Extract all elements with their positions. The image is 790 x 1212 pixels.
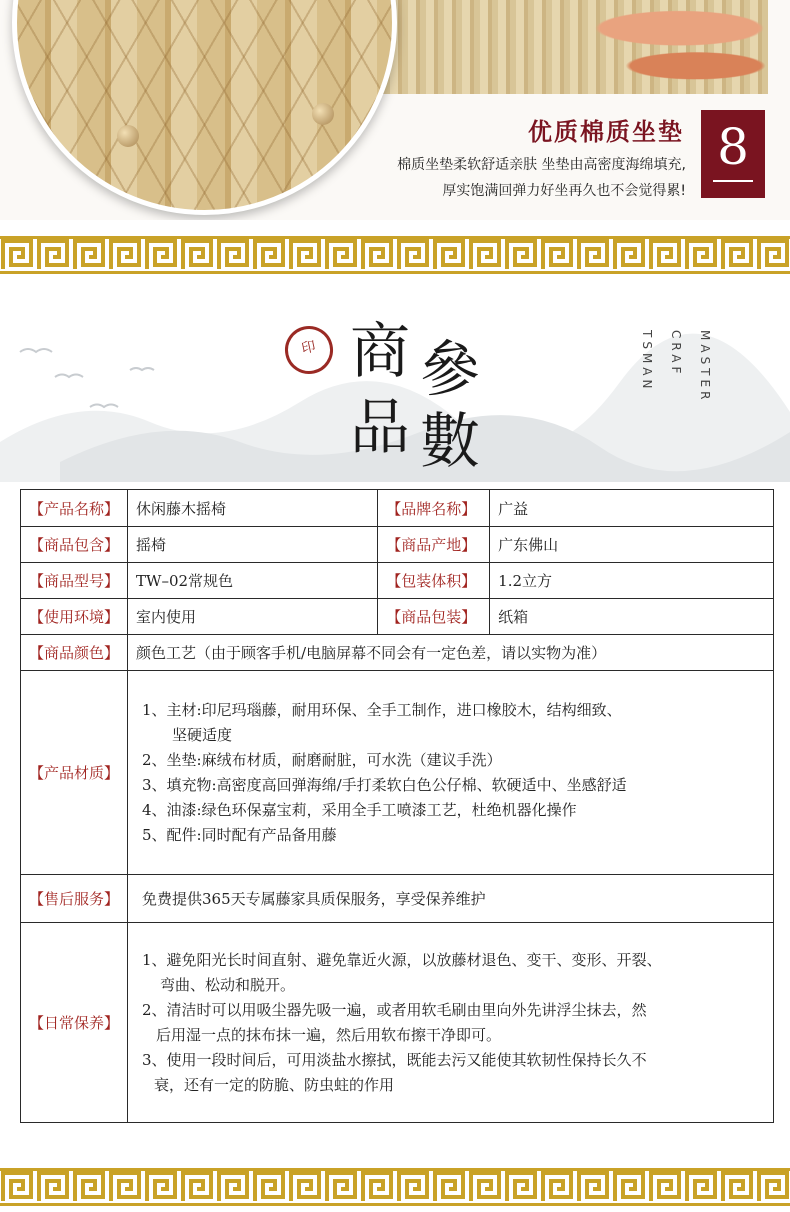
spec-label: 【商品颜色】 <box>21 635 128 671</box>
list-item: 3、使用一段时间后，可用淡盐水擦拭，既能去污又能使其软韧性保持长久不 <box>142 1050 647 1069</box>
spec-value: 1.2立方 <box>490 563 774 599</box>
heading-char: 商 <box>350 317 410 387</box>
list-item: 后用湿一点的抹布抹一遍，然后用软布擦干净即可。 <box>156 1025 502 1044</box>
spec-label: 【日常保养】 <box>21 923 128 1123</box>
spec-value: 广东佛山 <box>490 527 774 563</box>
table-row <box>21 490 774 527</box>
list-item: 3、填充物:高密度高回弹海绵/手打柔软白色公仔棉、软硬适中、坐感舒适 <box>142 775 627 794</box>
cushion-button-icon <box>312 103 334 125</box>
care-list <box>128 923 774 1123</box>
heading-char: 數 <box>420 407 480 477</box>
list-item: 弯曲、松动和脱开。 <box>160 975 296 994</box>
meander-border-top <box>0 236 790 274</box>
spec-value: 广益 <box>490 490 774 527</box>
cushion-button-icon <box>117 125 139 147</box>
table-row <box>21 527 774 563</box>
feature-banner <box>0 0 790 220</box>
feature-number: 8 <box>717 118 749 176</box>
meander-border-bottom <box>0 1168 790 1206</box>
list-item: 1、避免阳光长时间直射、避免靠近火源，以放藤材退色、变干、变形、开裂、 <box>142 950 662 969</box>
feature-number-badge <box>701 110 765 198</box>
feature-desc-line: 厚实饱满回弹力好坐再久也不会觉得累! <box>442 183 686 199</box>
badge-underline <box>713 180 753 182</box>
spec-value: 休闲藤木摇椅 <box>128 490 378 527</box>
list-item: 4、油漆:绿色环保嘉宝莉，采用全手工喷漆工艺，杜绝机器化操作 <box>142 800 577 819</box>
table-row <box>21 599 774 635</box>
feature-title: 优质棉质坐垫 <box>528 118 684 146</box>
spec-value: 免费提供365天专属藤家具质保服务，享受保养维护 <box>128 875 774 923</box>
spec-value: TW–02常规色 <box>128 563 378 599</box>
spec-label: 【品牌名称】 <box>378 490 490 527</box>
feature-description <box>306 152 686 204</box>
list-item: 坚硬适度 <box>172 725 233 744</box>
list-item: 衰，还有一定的防脆、防虫蛀的作用 <box>154 1075 395 1094</box>
spec-value: 室内使用 <box>128 599 378 635</box>
list-item: 2、坐垫:麻绒布材质，耐磨耐脏，可水洗（建议手洗） <box>142 750 502 769</box>
spec-label: 【使用环境】 <box>21 599 128 635</box>
heading-char: 參 <box>420 335 480 405</box>
spec-value: 颜色工艺（由于顾客手机/电脑屏幕不同会有一定色差，请以实物为准） <box>128 635 774 671</box>
spec-label: 【包装体积】 <box>378 563 490 599</box>
material-list <box>128 671 774 875</box>
chair-detail-photo <box>366 0 768 94</box>
spec-value: 摇椅 <box>128 527 378 563</box>
red-seal-stamp: 印 <box>281 322 338 379</box>
table-row <box>21 923 774 1123</box>
table-row <box>21 635 774 671</box>
list-item: 1、主材:印尼玛瑙藤，耐用环保、全手工制作，进口橡胶木，结构细致、 <box>142 700 622 719</box>
spec-table <box>20 489 774 1123</box>
heading-char: 品 <box>350 393 410 463</box>
spec-label: 【商品包含】 <box>21 527 128 563</box>
spec-label: 【商品型号】 <box>21 563 128 599</box>
spec-label: 【产品名称】 <box>21 490 128 527</box>
spec-label: 【商品产地】 <box>378 527 490 563</box>
spec-label: 【产品材质】 <box>21 671 128 875</box>
list-item: 5、配件:同时配有产品备用藤 <box>142 825 337 844</box>
table-row <box>21 563 774 599</box>
craftsman-vertical-text: CRAF <box>669 330 683 378</box>
craftsman-vertical-text: TSMAN <box>640 330 654 393</box>
spec-value: 纸箱 <box>490 599 774 635</box>
table-row <box>21 875 774 923</box>
spec-label: 【售后服务】 <box>21 875 128 923</box>
table-row <box>21 671 774 875</box>
spec-label: 【商品包装】 <box>378 599 490 635</box>
feature-desc-line: 棉质坐垫柔软舒适亲肤 坐垫由高密度海绵填充, <box>397 157 686 173</box>
craftsman-vertical-text: MASTER <box>698 330 712 404</box>
list-item: 2、清洁时可以用吸尘器先吸一遍，或者用软毛刷由里向外先讲浮尘抹去，然 <box>142 1000 647 1019</box>
